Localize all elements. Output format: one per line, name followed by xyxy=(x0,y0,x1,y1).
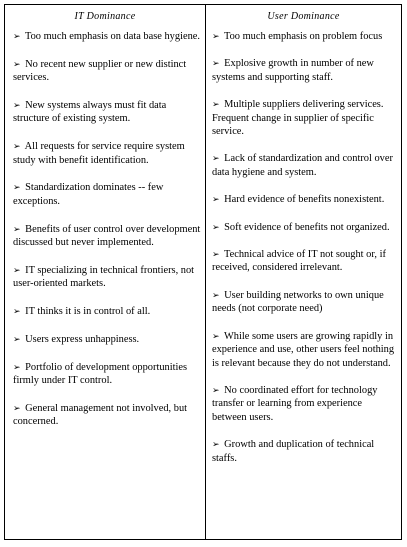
list-item xyxy=(212,193,398,206)
list-item-text: Benefits of user control over development discussed but never implemented. xyxy=(13,223,201,249)
list-item xyxy=(13,305,201,318)
list-item-text: Hard evidence of benefits nonexistent. xyxy=(224,194,385,206)
list-item xyxy=(13,402,201,429)
arrow-bullet-icon: ➢ xyxy=(13,58,21,69)
list-item xyxy=(212,248,398,275)
list-item xyxy=(212,438,398,465)
arrow-bullet-icon: ➢ xyxy=(212,439,220,450)
arrow-bullet-icon: ➢ xyxy=(13,182,21,193)
arrow-bullet-icon: ➢ xyxy=(13,306,21,317)
arrow-bullet-icon: ➢ xyxy=(13,100,21,110)
list-item-text: Too much emphasis on problem focus xyxy=(223,31,383,42)
arrow-bullet-icon: ➢ xyxy=(13,402,21,413)
list-item-text: IT specializing in technical frontiers, not user-oriented markets. xyxy=(13,264,195,290)
arrow-bullet-icon: ➢ xyxy=(212,330,220,341)
list-item xyxy=(212,384,398,424)
arrow-bullet-icon: ➢ xyxy=(212,194,220,205)
list-item-text: Explosive growth in number of new systems and supporting staff. xyxy=(212,58,374,83)
list-item-text: Technical advice of IT not sought or, if received, considered irrelevant. xyxy=(212,249,386,274)
list-item-text: New systems always must fit data structure of existing system. xyxy=(13,100,167,125)
arrow-bullet-icon: ➢ xyxy=(13,31,21,41)
list-item-text: Lack of standardization and control over data hygiene and system. xyxy=(212,153,393,178)
list-item xyxy=(13,58,201,85)
list-item xyxy=(212,221,398,234)
list-item xyxy=(13,30,201,43)
list-item xyxy=(13,99,201,126)
user-dominance-header: User Dominance xyxy=(267,11,340,22)
list-item-text: User building networks to own unique needs (not corporate need) xyxy=(212,289,384,315)
list-item-text: No coordinated effort for technology transfer or learning from experience between users. xyxy=(212,384,378,423)
it-dominance-header: IT Dominance xyxy=(74,11,136,22)
arrow-bullet-icon: ➢ xyxy=(13,141,21,152)
arrow-bullet-icon: ➢ xyxy=(212,58,220,69)
arrow-bullet-icon: ➢ xyxy=(212,384,220,395)
arrow-bullet-icon: ➢ xyxy=(212,221,220,232)
list-item-text: While some users are growing rapidly in experience and use, other users feel nothing is relevant because they do not understand. xyxy=(212,330,395,369)
user-dominance-column xyxy=(206,5,401,539)
arrow-bullet-icon: ➢ xyxy=(13,361,21,372)
user-dominance-list xyxy=(206,30,401,465)
list-item-text: No recent new supplier or new distinct services. xyxy=(13,58,187,84)
list-item-text: Growth and duplication of technical staffs. xyxy=(212,439,375,464)
list-item-text: General management not involved, but concerned. xyxy=(13,402,188,428)
list-item xyxy=(13,361,201,388)
list-item-text: Too much emphasis on data base hygiene. xyxy=(24,31,200,42)
list-item xyxy=(13,264,201,291)
list-item xyxy=(13,181,201,208)
list-item-text: IT thinks it is in control of all. xyxy=(25,306,151,318)
list-item xyxy=(212,330,398,370)
arrow-bullet-icon: ➢ xyxy=(212,99,220,110)
list-item xyxy=(13,140,201,167)
arrow-bullet-icon: ➢ xyxy=(13,264,21,275)
list-item-text: Soft evidence of benefits not organized. xyxy=(224,221,390,233)
it-dominance-column xyxy=(5,5,206,539)
arrow-bullet-icon: ➢ xyxy=(13,223,21,234)
list-item xyxy=(212,30,398,43)
list-item-text: Portfolio of development opportunities firmly under IT control. xyxy=(13,361,188,387)
list-item xyxy=(13,333,201,346)
arrow-bullet-icon: ➢ xyxy=(212,249,220,260)
arrow-bullet-icon: ➢ xyxy=(212,153,220,164)
list-item xyxy=(212,98,398,138)
dominance-comparison-table xyxy=(4,4,402,540)
list-item-text: Standardization dominates -- few exceptions. xyxy=(13,182,164,207)
list-item xyxy=(212,152,398,179)
list-item xyxy=(212,289,398,316)
arrow-bullet-icon: ➢ xyxy=(13,333,21,344)
list-item-text: Users express unhappiness. xyxy=(25,333,140,345)
arrow-bullet-icon: ➢ xyxy=(212,289,220,300)
list-item-text: All requests for service require system study with benefit identification. xyxy=(13,141,185,166)
arrow-bullet-icon: ➢ xyxy=(212,31,220,41)
list-item-text: Multiple suppliers delivering services. Frequent change in supplier of specific service. xyxy=(212,99,384,138)
list-item xyxy=(13,223,201,250)
it-dominance-list xyxy=(5,30,205,429)
list-item xyxy=(212,57,398,84)
